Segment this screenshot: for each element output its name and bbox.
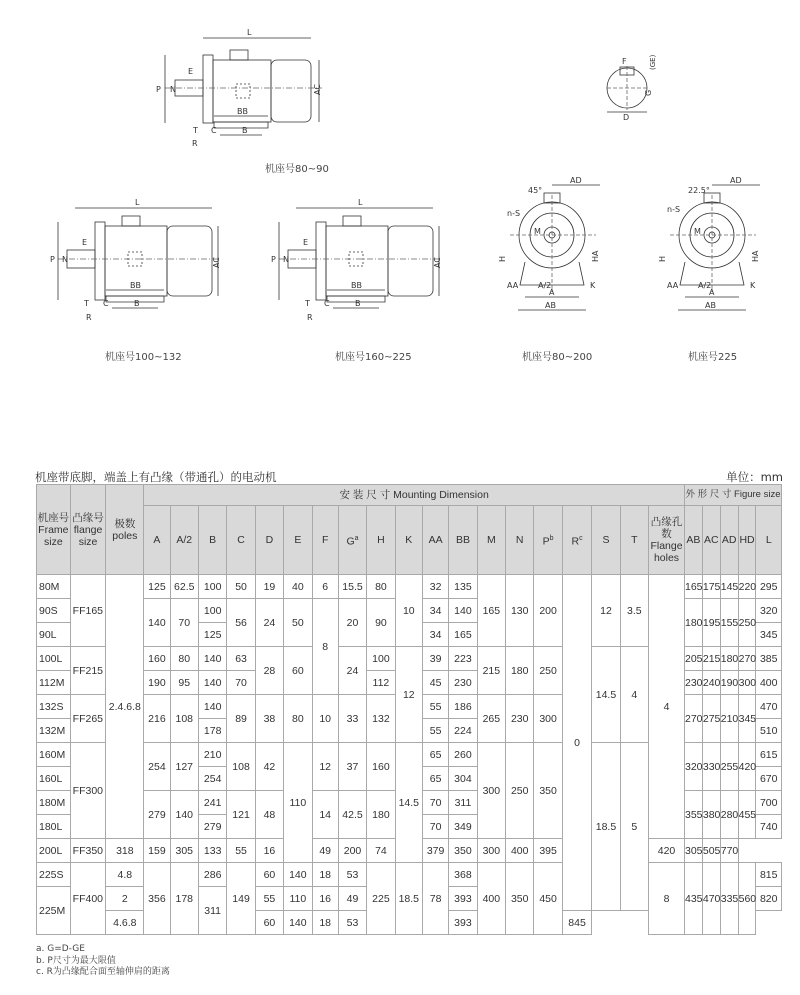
- note-a: a. G=D-GE: [36, 944, 85, 954]
- flange-plate: [203, 55, 213, 123]
- label-L: L: [135, 198, 140, 207]
- label-B: B: [134, 299, 140, 308]
- header-flange: 凸缘号 flange size: [70, 485, 106, 575]
- caption-160-225: 机座号160~225: [335, 352, 412, 363]
- drawing-shaft-section: [607, 54, 657, 122]
- col-T: T: [620, 506, 648, 575]
- label-AB: AB: [705, 301, 716, 310]
- caption-80-200: 机座号80~200: [522, 352, 593, 363]
- unit-label: 单位：mm: [726, 470, 783, 484]
- label-R: R: [192, 139, 198, 148]
- fan-cover: [271, 60, 311, 122]
- col-AB: AB: [684, 506, 702, 575]
- caption-225: 机座号225: [688, 352, 738, 363]
- label-AC: AC: [212, 257, 221, 268]
- label-C: C: [211, 126, 217, 135]
- label-L: L: [358, 198, 363, 207]
- table-row: 132M 178 55 224 510: [37, 719, 782, 743]
- label-nS: n-S: [667, 205, 681, 214]
- label-M: M: [534, 227, 541, 236]
- label-K: K: [750, 281, 756, 290]
- label-N: N: [283, 255, 289, 264]
- col-A2: A/2: [170, 506, 198, 575]
- col-AC: AC: [702, 506, 720, 575]
- col-L: L: [756, 506, 782, 575]
- table-row: 4.6.8 60 140 18 53 393 845: [37, 911, 782, 935]
- col-E: E: [284, 506, 312, 575]
- header-mounting: 安 装 尺 寸 Mounting Dimension: [144, 485, 685, 506]
- flange-plate: [95, 222, 105, 300]
- col-K: K: [395, 506, 422, 575]
- label-AD: AD: [570, 176, 582, 185]
- label-T: T: [193, 126, 198, 135]
- col-N: N: [506, 506, 534, 575]
- label-A2: A/2: [538, 281, 552, 290]
- label-E: E: [188, 67, 194, 76]
- label-AA: AA: [667, 281, 679, 290]
- dimension-table: [36, 484, 782, 935]
- label-BB: BB: [351, 281, 362, 290]
- label-P: P: [156, 85, 161, 94]
- terminal-box: [122, 216, 140, 226]
- table-row: 180M 279 140 241 121 48 14 42.5 180 70 311 355 380 280 455 700: [37, 791, 782, 815]
- col-R: $R^c$: [562, 506, 591, 575]
- drawing-frame-80-90: [156, 28, 322, 148]
- label-HA: HA: [751, 250, 760, 262]
- table-row: 180L 279 70 349 740: [37, 815, 782, 839]
- drawing-frame-100-132: [50, 198, 221, 322]
- caption-80-90: 机座号80~90: [265, 164, 329, 175]
- label-D: D: [623, 113, 630, 122]
- terminal-box: [343, 216, 361, 226]
- table-row: 200L FF350 318 159 305 133 55 16 49 200 74 379 350 300 400 395 420 305 505 770: [37, 839, 782, 863]
- label-G: G: [644, 89, 653, 96]
- label-C: C: [103, 299, 109, 308]
- label-AA: AA: [507, 281, 519, 290]
- table-title: 机座带底脚，端盖上有凸缘（带通孔）的电动机: [35, 470, 277, 484]
- feet: [214, 122, 268, 128]
- label-F: F: [622, 57, 627, 66]
- label-P: P: [50, 255, 55, 264]
- note-c: c. R为凸缘配合面至轴伸肩的距离: [36, 967, 170, 977]
- drawing-front-225: [658, 176, 760, 310]
- col-D: D: [255, 506, 283, 575]
- table-row: 160L 254 65 304 670: [37, 767, 782, 791]
- col-H: H: [367, 506, 395, 575]
- table-row: 90L 125 34 165 345: [37, 623, 782, 647]
- col-F: F: [312, 506, 338, 575]
- col-HD: HD: [738, 506, 756, 575]
- label-L: L: [247, 28, 252, 37]
- label-R: R: [86, 313, 92, 322]
- caption-100-132: 机座号100~132: [105, 352, 182, 363]
- label-B: B: [242, 126, 248, 135]
- label-GE: (GE): [649, 54, 657, 70]
- label-E: E: [303, 238, 309, 247]
- flange-plate: [316, 222, 326, 300]
- label-E: E: [82, 238, 88, 247]
- label-AB: AB: [545, 301, 556, 310]
- label-BB: BB: [130, 281, 141, 290]
- label-B: B: [355, 299, 361, 308]
- table-row: 225S FF400 4.8 356 178 286 149 60 140 18 53 225 18.5 78 368 400 350 450 8 435 470 335 560 815: [37, 863, 782, 887]
- technical-drawings: [0, 0, 800, 460]
- col-M: M: [477, 506, 505, 575]
- label-BB: BB: [237, 107, 248, 116]
- label-AC: AC: [433, 257, 442, 268]
- label-H: H: [498, 255, 507, 262]
- table-row: 100L FF215 160 80 140 63 28 60 24 100 12 39 223 215 180 250 14.5 4 205 215 180 270 385: [37, 647, 782, 671]
- col-flange-holes: 凸缘孔数 Flange holes: [649, 506, 685, 575]
- col-B: B: [198, 506, 226, 575]
- header-poles: 极数 poles: [106, 485, 144, 575]
- label-T: T: [305, 299, 310, 308]
- table-row: 112M 190 95 140 70 112 45 230 230 240 190 300 400: [37, 671, 782, 695]
- label-H: H: [658, 255, 667, 262]
- table-row: 80M FF165 2.4.6.8 125 62.5 100 50 19 40 6 15.5 80 10 32 135 165 130 200 0 12 3.5 4 165 175 145 220 295: [37, 575, 782, 599]
- terminal-outline: [236, 84, 250, 98]
- col-A: A: [144, 506, 170, 575]
- col-AD: AD: [720, 506, 738, 575]
- label-N: N: [170, 85, 176, 94]
- label-A: A: [709, 288, 715, 297]
- label-P: P: [271, 255, 276, 264]
- label-HA: HA: [591, 250, 600, 262]
- terminal-box: [230, 50, 248, 60]
- label-K: K: [590, 281, 596, 290]
- label-A: A: [549, 288, 555, 297]
- label-225: 22.5°: [688, 186, 710, 195]
- label-M: M: [694, 227, 701, 236]
- table-row: 132S FF265 216 108 140 89 38 80 10 33 132 55 186 265 230 300 270 275 210 345 470: [37, 695, 782, 719]
- label-AD: AD: [730, 176, 742, 185]
- label-AC: AC: [313, 84, 322, 95]
- label-A2: A/2: [698, 281, 712, 290]
- note-b: b. P尺寸为最大限值: [36, 955, 116, 966]
- col-AA: AA: [422, 506, 448, 575]
- footnotes: [36, 944, 170, 979]
- label-N: N: [62, 255, 68, 264]
- label-C: C: [324, 299, 330, 308]
- label-45: 45°: [528, 186, 543, 195]
- col-P: $P^b$: [534, 506, 562, 575]
- table-row: 90S 140 70 100 56 24 50 8 20 90 34 140 180 195 155 250 320: [37, 599, 782, 623]
- label-nS: n-S: [507, 209, 521, 218]
- fan-cover: [388, 226, 433, 296]
- table-row: 225M 2 311 55 110 16 49 393 820: [37, 887, 782, 911]
- drawing-frame-160-225: [271, 198, 442, 322]
- drawing-front-80-200: [498, 176, 600, 310]
- col-S: S: [592, 506, 620, 575]
- table-row: 160M FF300 254 127 210 108 42 110 12 37 160 14.5 65 260 300 250 350 18.5 5 320 330 255 420 615: [37, 743, 782, 767]
- fan-cover: [167, 226, 212, 296]
- label-R: R: [307, 313, 313, 322]
- col-BB: BB: [449, 506, 477, 575]
- header-figure: 外 形 尺 寸 Figure size: [684, 485, 781, 506]
- col-C: C: [227, 506, 255, 575]
- header-frame: 机座号 Frame size: [37, 485, 71, 575]
- col-G: $G^a$: [338, 506, 366, 575]
- label-T: T: [84, 299, 89, 308]
